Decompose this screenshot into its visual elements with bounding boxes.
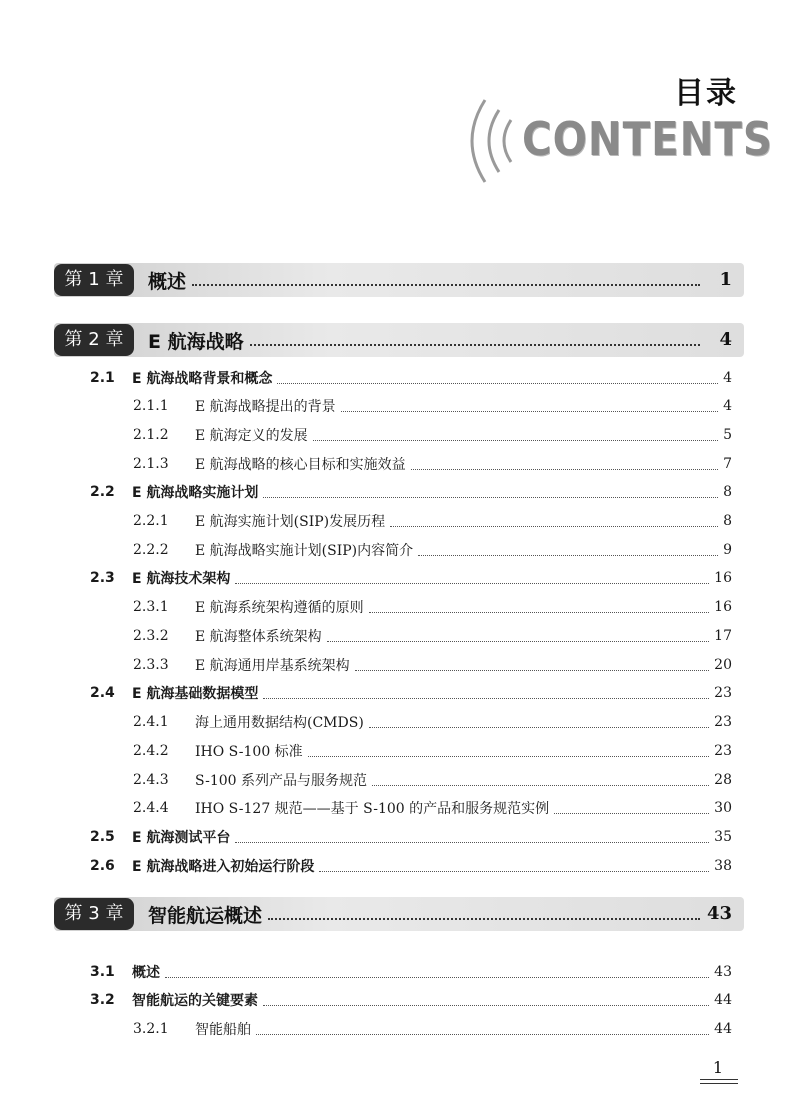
toc-entry[interactable]: 2.1.3 E 航海战略的核心目标和实施效益 7 xyxy=(133,456,732,473)
toc-entry[interactable]: 2.4.1 海上通用数据结构(CMDS) 23 xyxy=(133,714,732,731)
toc-entry[interactable]: 2.1 E 航海战略背景和概念 4 xyxy=(90,370,732,387)
toc-entry[interactable]: 2.2 E 航海战略实施计划 8 xyxy=(90,484,732,501)
chapter-title: 概述 xyxy=(148,263,706,297)
chapter-page: 1 xyxy=(719,269,732,290)
chapter-title: E 航海战略 xyxy=(148,323,706,357)
toc-entry[interactable]: 3.2 智能航运的关键要素 44 xyxy=(90,992,732,1009)
chapter-page: 4 xyxy=(719,329,732,350)
contents-subtitle: CONTENTS xyxy=(522,112,773,166)
toc-entry[interactable]: 2.4.4 IHO S-127 规范——基于 S-100 的产品和服务规范实例 30 xyxy=(133,800,732,817)
chapter-row[interactable] xyxy=(54,323,744,357)
chapter-title: 智能航运概述 xyxy=(148,897,706,931)
toc-entry[interactable]: 2.6 E 航海战略进入初始运行阶段 38 xyxy=(90,858,732,875)
toc-entry[interactable]: 2.4.2 IHO S-100 标准 23 xyxy=(133,743,732,760)
footer-rule xyxy=(700,1079,738,1080)
page-number: 1 xyxy=(712,1058,724,1077)
chapter-row[interactable] xyxy=(54,263,744,297)
toc-entry[interactable]: 2.5 E 航海测试平台 35 xyxy=(90,829,732,846)
toc-entry[interactable]: 2.3.2 E 航海整体系统架构 17 xyxy=(133,628,732,645)
toc-entry[interactable]: 2.4 E 航海基础数据模型 23 xyxy=(90,685,732,702)
toc-entry[interactable]: 2.3 E 航海技术架构 16 xyxy=(90,570,732,587)
chapter-row[interactable] xyxy=(54,897,744,931)
toc-entry[interactable]: 3.1 概述 43 xyxy=(90,964,732,981)
toc-entry[interactable]: 2.3.3 E 航海通用岸基系统架构 20 xyxy=(133,657,732,674)
toc-entry[interactable]: 2.4.3 S-100 系列产品与服务规范 28 xyxy=(133,772,732,789)
toc-entry[interactable]: 3.2.1 智能船舶 44 xyxy=(133,1021,732,1038)
signal-arcs-icon xyxy=(455,96,525,186)
toc-entry[interactable]: 2.3.1 E 航海系统架构遵循的原则 16 xyxy=(133,599,732,616)
footer-rule xyxy=(700,1083,738,1084)
toc-entry[interactable]: 2.2.1 E 航海实施计划(SIP)发展历程 8 xyxy=(133,513,732,530)
toc-entry[interactable]: 2.2.2 E 航海战略实施计划(SIP)内容简介 9 xyxy=(133,542,732,559)
chapter-label: 第 3 章 xyxy=(54,898,134,930)
toc-entry[interactable]: 2.1.1 E 航海战略提出的背景 4 xyxy=(133,398,732,415)
chapter-label: 第 1 章 xyxy=(54,264,134,296)
chapter-page: 43 xyxy=(706,903,732,924)
toc-entry[interactable]: 2.1.2 E 航海定义的发展 5 xyxy=(133,427,732,444)
page-title: 目录 xyxy=(674,76,738,111)
chapter-label: 第 2 章 xyxy=(54,324,134,356)
